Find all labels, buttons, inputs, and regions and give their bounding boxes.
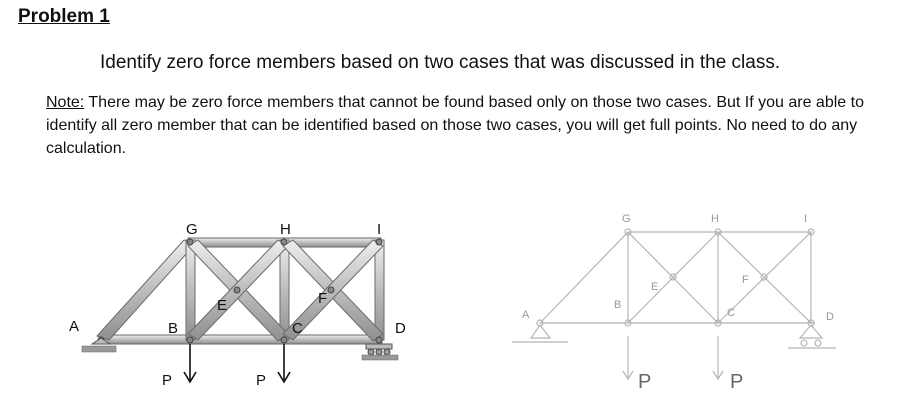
problem-heading: Identify zero force members based on two cases that was discussed in the class.: [100, 52, 781, 73]
sketch-label-i: I: [804, 213, 808, 225]
note-text: There may be zero force members that cannot be found based only on those two cases. But If you are able to identify all zero member that can be identified based on those two cases, you will get full points. No need to do any calculation.: [46, 94, 864, 157]
label-g: G: [186, 221, 198, 238]
load-label-1: P: [162, 372, 173, 389]
sketch-label-f: F: [742, 274, 749, 286]
label-f: F: [318, 290, 328, 307]
sketch-label-e: E: [651, 281, 659, 293]
label-c: C: [292, 320, 303, 337]
label-h: H: [280, 221, 291, 238]
load-label-2: P: [256, 372, 267, 389]
sketch-load-label-1: P: [638, 371, 652, 393]
sketch-label-g: G: [622, 213, 631, 225]
sketch-label-a: A: [522, 309, 530, 321]
sketch-label-h: H: [711, 213, 719, 225]
label-a: A: [69, 318, 80, 335]
problem-title: Problem 1: [18, 6, 110, 27]
label-b: B: [168, 320, 179, 337]
label-d: D: [395, 320, 406, 337]
sketch-label-c: C: [727, 307, 735, 319]
sketch-label-b: B: [614, 299, 622, 311]
label-e: E: [217, 297, 228, 314]
note-label: Note:: [46, 94, 85, 111]
label-i: I: [377, 221, 382, 238]
sketch-label-d: D: [826, 311, 834, 323]
sketch-load-label-2: P: [730, 371, 744, 393]
